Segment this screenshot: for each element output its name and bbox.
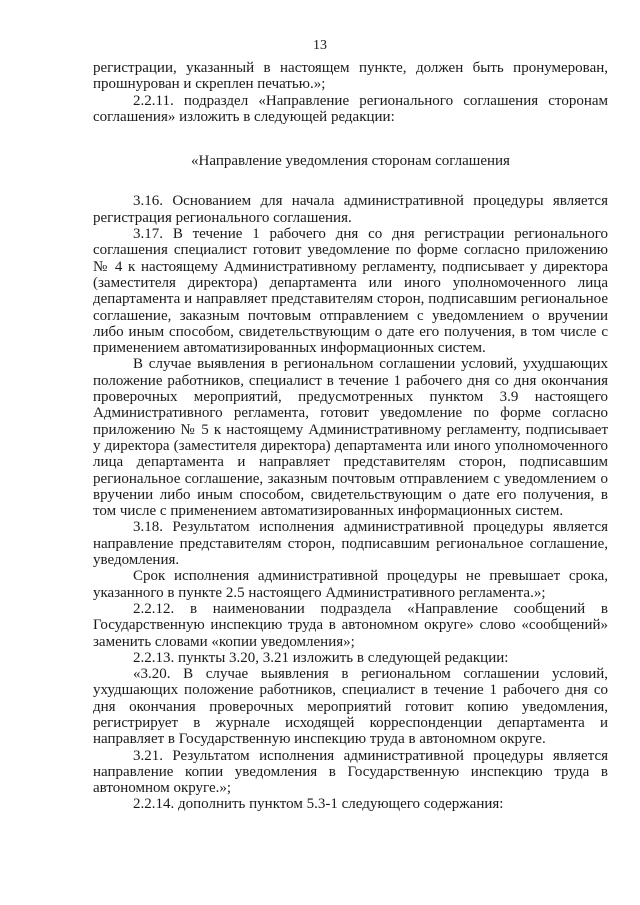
section-heading: «Направление уведомления сторонам соглашения (191, 153, 510, 170)
paragraph-2-2-13: 2.2.13. пункты 3.20, 3.21 изложить в следующей редакции: (133, 649, 509, 666)
document-body (93, 60, 608, 813)
paragraph-violation-case: В случае выявления в региональном соглашении условий, ухудшающих положение работников, специалист в течение 1 рабочего дня со дня окончания проверочных мероприятий, предусмотренных пунктом 3.9 настоящего Административного регламента, готовит уведомление по форме согласно приложению № 5 к настоящему Административному регламенту, подписывает у директора (заместителя директора) департамента или иного уполномоченного лица департамента и направляет представителям сторон, подписавшим региональное соглашение, заказным почтовым отправлением с уведомлением о вручении либо иным способом, свидетельствующим о дате его получения, в том числе с применением автоматизированных информационных систем. (93, 356, 608, 520)
paragraph-3-21: 3.21. Результатом исполнения административной процедуры является направление копии уведомления в Государственную инспекцию труда в автономном округе.»; (93, 747, 608, 797)
paragraph-3-17: 3.17. В течение 1 рабочего дня со дня регистрации регионального соглашения специалист готовит уведомление по форме согласно приложению № 4 к настоящему Административному регламенту, подписывает у директора (заместителя директора) департамента или иного уполномоченного лица департамента и направляет представителям сторон, подписавшим региональное соглашение, заказным почтовым отправлением с уведомлением о вручении либо иным способом, свидетельствующим о дате его получения, в том числе с применением автоматизированных информационных систем. (93, 226, 608, 357)
paragraph-2-2-14: 2.2.14. дополнить пунктом 5.3-1 следующего содержания: (133, 796, 504, 813)
page-number: 13 (313, 38, 327, 53)
paragraph-deadline: Срок исполнения административной процедуры не превышает срока, указанного в пункте 2.5 настоящего Административного регламента.»; (93, 568, 608, 601)
paragraph-3-16: 3.16. Основанием для начала административной процедуры является регистрация регионального соглашения. (93, 193, 608, 226)
paragraph-2-2-11: 2.2.11. подраздел «Направление регионального соглашения сторонам соглашения» изложить в следующей редакции: (93, 92, 608, 125)
paragraph-continuation: регистрации, указанный в настоящем пункте, должен быть пронумерован, прошнурован и скреплен печатью.»; (93, 60, 608, 93)
paragraph-3-18: 3.18. Результатом исполнения административной процедуры является направление представителям сторон, подписавшим региональное соглашение, уведомления. (93, 519, 608, 569)
paragraph-3-20: «3.20. В случае выявления в региональном соглашении условий, ухудшающих положение работников, специалист в течение 1 рабочего дня со дня окончания проверочных мероприятий готовит копию уведомления, регистрирует в журнале исходящей корреспонденции департамента и направляет в Государственную инспекцию труда в автономном округе. (93, 666, 608, 748)
paragraph-2-2-12: 2.2.12. в наименовании подраздела «Направление сообщений в Государственную инспекцию труда в автономном округе» слово «сообщений» заменить словами «копии уведомления»; (93, 600, 608, 650)
